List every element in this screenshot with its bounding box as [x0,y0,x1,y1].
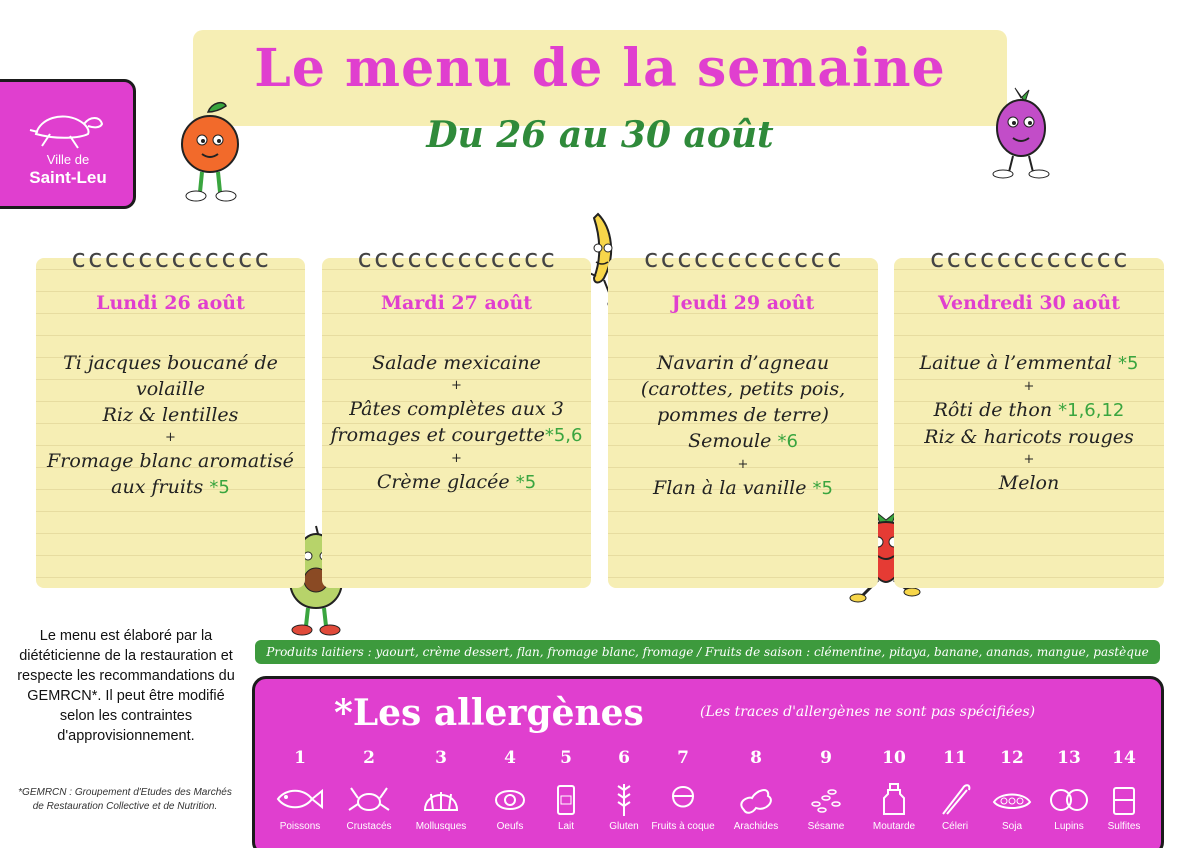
menu-item-text: (carottes, petits pois, [640,378,846,400]
orange-mascot-icon [178,100,250,210]
spiral-binding: cccccccccccc [356,244,557,274]
day-menu [330,350,583,496]
day-title: Vendredi 30 août [937,292,1121,314]
allergen-code: *5 [1118,353,1139,374]
egg-icon [480,780,540,818]
menu-note: Le menu est élaboré par la diététicienne de la restauration et respecte les recommandations du GEMRCN*. Il peut être modifié selon les contraintes d'approvisionnement. [17,628,235,744]
menu-item [902,470,1156,496]
plus-separator [330,376,583,396]
allergen-label: Lupins [1054,821,1084,832]
allergen-number: 9 [820,748,832,768]
menu-item-text: Riz & lentilles [102,404,239,426]
shell-icon [411,780,471,818]
menu-item-text: Flan à la vanille [653,477,813,499]
allergen-number: 5 [560,748,572,768]
allergens-subtitle: (Les traces d'allergènes ne sont pas spécifiées) [700,704,1036,720]
spiral-binding: cccccccccccc [929,244,1129,274]
peanut-icon [726,780,786,818]
wheat-icon [594,780,654,818]
menu-item-text: + [1023,379,1035,394]
menu-item [616,475,870,502]
menu-item-text: Riz & haricots rouges [924,426,1134,448]
allergen-number: 1 [294,748,306,768]
day-card-tuesday [322,244,591,588]
raspberry-mascot-icon [985,84,1055,180]
menu-item-text: Rôti de thon [933,399,1059,421]
page-title: Le menu de la semaine [254,38,946,99]
allergens-title: *Les allergènes [334,692,644,734]
plus-separator [902,450,1156,470]
menu-item [44,376,297,402]
menu-item [330,469,583,496]
allergen-label: Mollusques [415,821,467,832]
allergen-label: Oeufs [496,821,524,832]
spiral-binding: cccccccccccc [70,244,271,274]
menu-item [902,397,1156,424]
allergen-label: Moutarde [872,821,916,832]
menu-item-text: volaille [135,378,206,400]
logo-line1: Ville de [46,152,90,167]
menu-item [616,428,870,455]
allergen-number: 10 [882,748,906,768]
allergen-code: *1,6,12 [1058,400,1125,421]
allergen-number: 3 [435,748,447,768]
allergen-label: Gluten [609,821,639,832]
menu-item [44,350,297,376]
menu-item-text: Semoule [688,430,778,452]
spiral-binding: cccccccccccc [643,244,843,274]
soy-icon [982,780,1042,818]
allergen-label: Céleri [941,821,969,832]
menu-item [44,402,297,428]
allergen-label: Crustacés [346,821,392,832]
day-title: Mardi 27 août [380,292,533,314]
mustard-icon [864,780,924,818]
allergen-label: Sulfites [1107,821,1141,832]
menu-item-text: pommes de terre) [657,404,829,426]
menu-item [330,396,583,422]
day-card-friday [894,244,1164,588]
crab-icon [339,780,399,818]
plus-separator [330,449,583,469]
allergen-number: 14 [1112,748,1136,768]
menu-item-text: Navarin d’agneau [656,352,830,374]
menu-item-text: aux fruits [111,476,210,498]
allergen-number: 4 [504,748,516,768]
day-card-thursday [608,244,878,588]
day-menu [616,350,870,502]
allergen-code: *5,6 [544,425,583,446]
menu-item [616,376,870,402]
menu-item [616,350,870,376]
day-card-monday [36,244,305,588]
fish-icon [270,780,330,818]
seasonal-products-strip: Produits laitiers : yaourt, crème dessert, flan, fromage blanc, fromage / Fruits de saison : clémentine, pitaya, banane, ananas, mangue, pastèque [255,640,1160,664]
allergen-label: Lait [557,821,575,832]
allergen-number: 13 [1057,748,1081,768]
menu-item-text: + [451,378,462,393]
day-menu [902,350,1156,496]
allergen-number: 8 [750,748,762,768]
page-subtitle: Du 26 au 30 août [426,114,774,156]
plus-separator [616,455,870,475]
allergen-number: 7 [677,748,689,768]
menu-item-text: Laitue à l’emmental [919,352,1119,374]
allergen-number: 2 [363,748,375,768]
menu-item [330,422,583,449]
allergen-code: *5 [515,472,537,493]
day-menu [44,350,297,501]
day-title: Jeudi 29 août [671,292,815,314]
menu-item-text: + [165,430,176,445]
menu-item-text: Fromage blanc aromatisé [47,450,294,472]
allergen-number: 11 [943,748,967,768]
allergen-code: *6 [777,431,798,452]
sesame-icon [796,780,856,818]
allergen-number: 6 [618,748,630,768]
menu-item-text: Salade mexicaine [372,352,541,374]
menu-item [330,350,583,376]
allergen-code: *5 [812,478,833,499]
menu-item-text: Ti jacques boucané de [63,352,278,374]
allergen-label: Poissons [279,821,321,832]
celery-icon [925,780,985,818]
allergen-label: Arachides [733,821,779,832]
menu-item-text: + [737,457,749,472]
city-logo [0,79,136,209]
lupin-icon [1039,780,1099,818]
plus-separator [44,428,297,448]
menu-item-text: + [451,451,462,466]
menu-item [616,402,870,428]
menu-item-text: fromages et courgette [330,424,545,446]
allergen-label: Sésame [807,821,845,832]
gemrcn-footnote: *GEMRCN : Groupement d'Etudes des Marchés de Restauration Collective et de Nutrition. [18,787,232,812]
menu-item-text: + [1023,452,1035,467]
menu-item-text: Crème glacée [376,471,516,493]
menu-item [902,424,1156,450]
allergen-number: 12 [1000,748,1024,768]
sulfite-icon [1094,780,1154,818]
allergen-code: *5 [209,477,230,498]
plus-separator [902,377,1156,397]
logo-line2: Saint-Leu [29,168,107,187]
turtle-icon [28,104,108,154]
menu-item-text: Pâtes complètes aux 3 [349,398,564,420]
allergen-label: Soja [1001,821,1022,832]
menu-item [44,474,297,501]
allergen-label: Fruits à coque [651,821,715,832]
milk-icon [536,780,596,818]
menu-item-text: Melon [998,472,1060,494]
nut-icon [653,780,713,818]
menu-item [44,448,297,474]
menu-item [902,350,1156,377]
day-title: Lundi 26 août [96,292,245,314]
